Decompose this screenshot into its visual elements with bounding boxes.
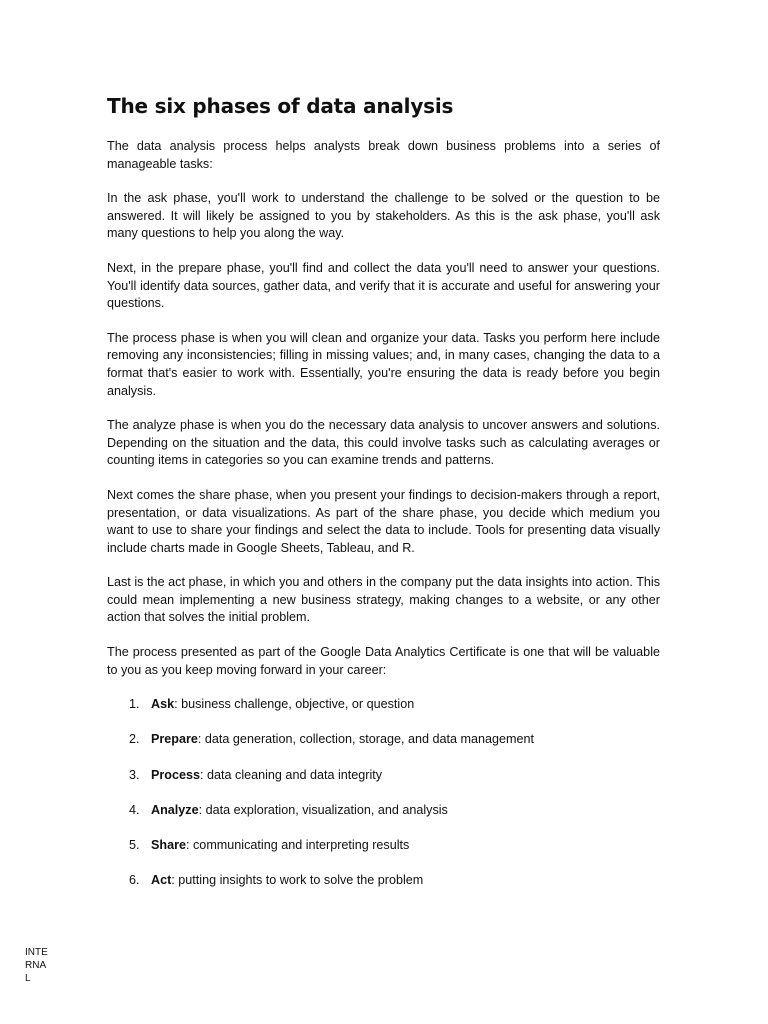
list-item-term: Ask	[151, 697, 175, 712]
list-item-description: : data exploration, visualization, and analysis	[198, 802, 448, 817]
list-item-term: Prepare	[151, 732, 198, 747]
list-item-description: : communicating and interpreting results	[186, 838, 410, 852]
list-item	[107, 731, 660, 749]
list-item-description: : data cleaning and data integrity	[200, 767, 383, 782]
paragraph-ask-phase: In the ask phase, you'll work to understand the challenge to be solved or the question to be answered. It will likely be assigned to you by stakeholders. As this is the ask phase, you'll ask many questions to help you along the way.	[107, 191, 660, 241]
paragraph-intro: The data analysis process helps analysts break down business problems into a series of manageable tasks:	[107, 139, 660, 171]
paragraph-share-phase: Next comes the share phase, when you present your findings to decision-makers through a report, presentation, or data visualizations. As part of the share phase, you decide which medium you want to use to share your findings and select the data to include. Tools for presenting data visually include charts made in Google Sheets, Tableau, and R.	[107, 487, 660, 555]
list-item-number: 4.	[129, 802, 140, 817]
list-item-description: : business challenge, objective, or question	[174, 697, 415, 712]
list-item-description: : data generation, collection, storage, and data management	[197, 732, 534, 747]
list-item-number: 3.	[129, 767, 140, 782]
list-item	[107, 837, 660, 855]
list-item-term: Analyze	[151, 802, 199, 817]
paragraph-certificate-process: The process presented as part of the Google Data Analytics Certificate is one that will be valuable to you as you keep moving forward in your career:	[107, 645, 660, 677]
phases-list	[107, 696, 660, 890]
paragraph-process-phase: The process phase is when you will clean and organize your data. Tasks you perform here include removing any inconsistencies; filling in missing values; and, in many cases, changing the data to a format that's easier to work with. Essentially, you're ensuring the data is ready before you begin analysis.	[107, 330, 660, 398]
list-item-term: Share	[151, 838, 187, 852]
list-item	[107, 802, 660, 820]
list-item-term: Process	[151, 767, 201, 782]
paragraph-prepare-phase: Next, in the prepare phase, you'll find and collect the data you'll need to answer your questions. You'll identify data sources, gather data, and verify that it is accurate and useful for answering your questions.	[107, 260, 660, 311]
document-title: The six phases of data analysis	[107, 94, 454, 118]
list-item-number: 1.	[129, 697, 140, 712]
list-item-description: : putting insights to work to solve the problem	[171, 873, 424, 888]
paragraph-act-phase: Last is the act phase, in which you and others in the company put the data insights into action. This could mean implementing a new business strategy, making changes to a website, or any other action that solves the initial problem.	[107, 575, 660, 625]
list-item-number: 5.	[129, 838, 140, 852]
list-item	[107, 872, 660, 890]
list-item	[107, 696, 660, 714]
list-item	[107, 767, 660, 785]
paragraph-analyze-phase: The analyze phase is when you do the necessary data analysis to uncover answers and solutions. Depending on the situation and the data, this could involve tasks such as calculating averages or counting items in categories so you can examine trends and patterns.	[107, 418, 660, 468]
list-item-number: 6.	[129, 873, 140, 888]
document-page	[107, 92, 660, 907]
list-item-number: 2.	[129, 732, 140, 747]
list-item-term: Act	[151, 873, 172, 888]
classification-label: INTERNAL	[25, 947, 48, 984]
